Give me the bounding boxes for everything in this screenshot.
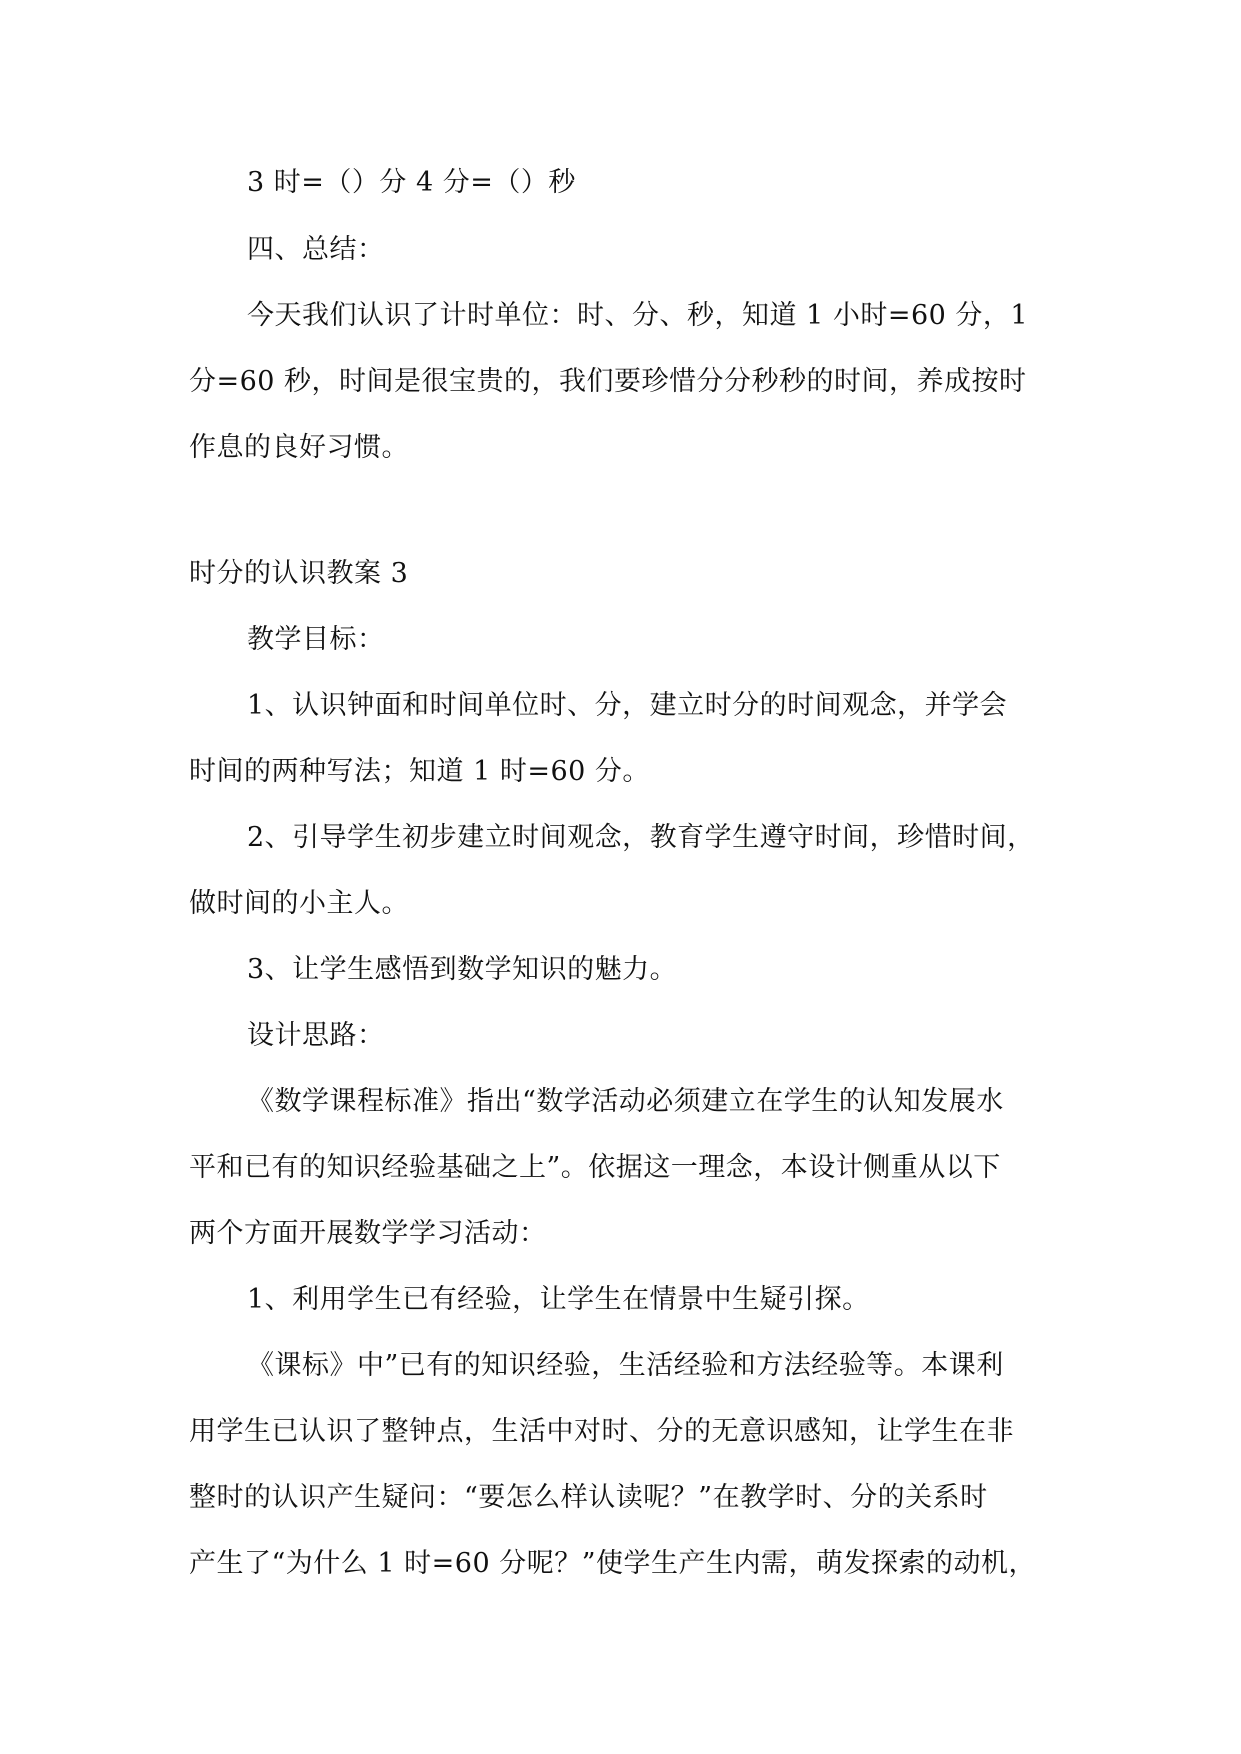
section-heading: 设计思路：	[247, 1020, 385, 1051]
paragraph-line: 《数学课程标准》指出“数学活动必须建立在学生的认知发展水	[247, 1086, 1004, 1117]
paragraph-line: 做时间的小主人。	[189, 888, 409, 919]
exercise-line: 3 时=（）分 4 分=（）秒	[247, 167, 576, 198]
section-heading: 四、总结：	[247, 234, 385, 265]
paragraph-line: 平和已有的知识经验基础之上”。依据这一理念，本设计侧重从以下	[189, 1152, 1001, 1183]
paragraph-line: 两个方面开展数学学习活动：	[189, 1218, 547, 1249]
paragraph-line: 作息的良好习惯。	[189, 432, 409, 463]
paragraph-line: 产生了“为什么 1 时=60 分呢？”使学生产生内需，萌发探索的动机，	[189, 1548, 1037, 1579]
paragraph-line: 时间的两种写法；知道 1 时=60 分。	[189, 756, 650, 787]
paragraph-line: 整时的认识产生疑问：“要怎么样认读呢？”在教学时、分的关系时	[189, 1482, 988, 1513]
paragraph-line: 分=60 秒，时间是很宝贵的，我们要珍惜分分秒秒的时间，养成按时	[189, 366, 1027, 397]
paragraph-line: 3、让学生感悟到数学知识的魅力。	[247, 954, 678, 985]
paragraph-line: 1、认识钟面和时间单位时、分，建立时分的时间观念，并学会	[247, 690, 1008, 721]
paragraph-line: 《课标》中”已有的知识经验，生活经验和方法经验等。本课利	[247, 1350, 1004, 1381]
paragraph-line: 2、引导学生初步建立时间观念，教育学生遵守时间，珍惜时间，	[247, 822, 1035, 853]
paragraph-line: 1、利用学生已有经验，让学生在情景中生疑引探。	[247, 1284, 870, 1315]
section-heading: 教学目标：	[247, 624, 385, 655]
lesson-title: 时分的认识教案 3	[189, 558, 409, 589]
paragraph-line: 用学生已认识了整钟点，生活中对时、分的无意识感知，让学生在非	[189, 1416, 1014, 1447]
paragraph-line: 今天我们认识了计时单位：时、分、秒，知道 1 小时=60 分，1	[247, 300, 1029, 331]
